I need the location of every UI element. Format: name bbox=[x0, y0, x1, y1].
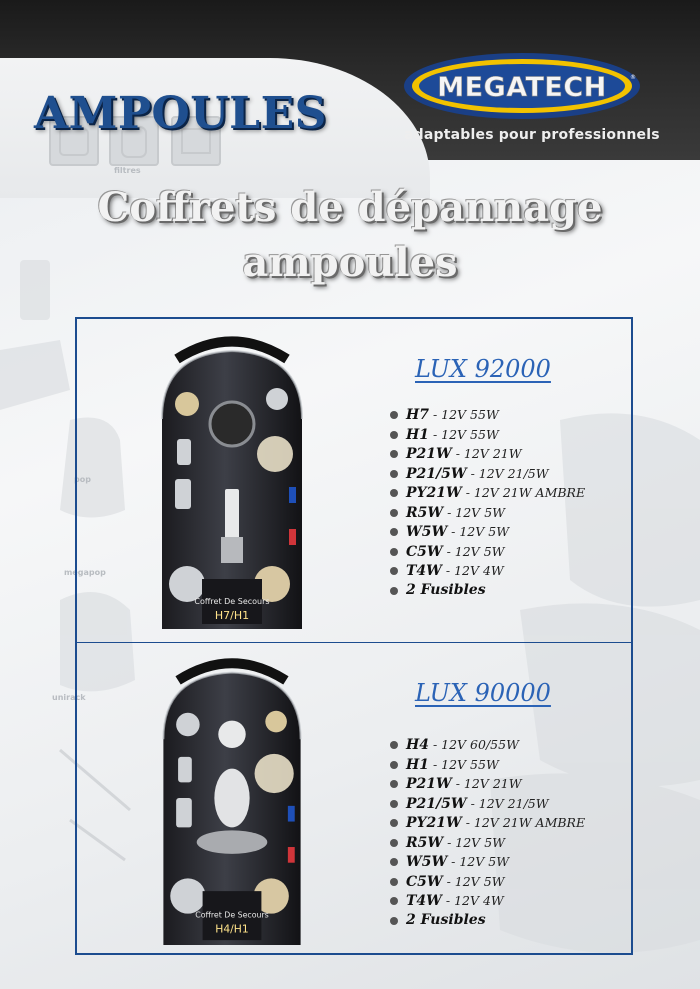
spec-list bbox=[390, 735, 585, 930]
spec-code: 2 Fusibles bbox=[406, 911, 486, 928]
spec-code: PY21W bbox=[406, 485, 462, 501]
spec-item: T4W - 12V 4W bbox=[390, 561, 585, 581]
spec-code: H1 bbox=[406, 426, 429, 443]
spec-item: P21/5W - 12V 21/5W bbox=[390, 794, 585, 814]
spec-item: W5W - 12V 5W bbox=[390, 522, 585, 542]
product-title: LUX 90000 bbox=[415, 679, 551, 707]
spec-item: W5W - 12V 5W bbox=[390, 852, 585, 872]
bullet-icon bbox=[390, 917, 398, 925]
product-panel-lux-92000 bbox=[75, 317, 633, 643]
bullet-icon bbox=[390, 470, 398, 478]
bullet-icon bbox=[390, 819, 398, 827]
spec-item: H1 - 12V 55W bbox=[390, 425, 585, 445]
spec-value: 12V 4W bbox=[454, 893, 504, 908]
bullet-icon bbox=[390, 897, 398, 905]
case-model: H4/H1 bbox=[215, 922, 249, 936]
spec-item: H7 - 12V 55W bbox=[390, 405, 585, 425]
faint-label-megapop: megapop bbox=[64, 568, 106, 577]
spec-item: H4 - 12V 60/55W bbox=[390, 735, 585, 755]
spec-value: 12V 55W bbox=[441, 426, 499, 442]
subtitle-line-2: ampoules bbox=[242, 239, 458, 286]
spec-value: 12V 21W AMBRE bbox=[473, 485, 586, 500]
spec-item: T4W - 12V 4W bbox=[390, 891, 585, 911]
bullet-icon bbox=[390, 431, 398, 439]
spec-code: R5W bbox=[406, 834, 444, 851]
spec-item bbox=[390, 581, 585, 601]
spec-code: T4W bbox=[406, 563, 442, 579]
spec-value: 12V 21W bbox=[463, 446, 522, 461]
product-title: LUX 92000 bbox=[415, 355, 551, 383]
bullet-icon bbox=[390, 780, 398, 788]
spec-code: W5W bbox=[406, 524, 448, 540]
spec-code: H1 bbox=[406, 756, 429, 773]
svg-text:®: ® bbox=[630, 74, 636, 81]
page-title: AMPOULES bbox=[34, 88, 327, 139]
spec-item: P21/5W - 12V 21/5W bbox=[390, 464, 585, 484]
bulb-kit-case-image bbox=[157, 651, 307, 947]
bullet-icon bbox=[390, 548, 398, 556]
spec-value: 12V 21/5W bbox=[478, 465, 549, 481]
bullet-icon bbox=[390, 741, 398, 749]
spec-item: R5W - 12V 5W bbox=[390, 503, 585, 523]
case-model: H7/H1 bbox=[214, 609, 250, 622]
bullet-icon bbox=[390, 800, 398, 808]
bullet-icon bbox=[390, 450, 398, 458]
spec-item: C5W - 12V 5W bbox=[390, 542, 585, 562]
spec-value: 12V 60/55W bbox=[441, 737, 519, 752]
bullet-icon bbox=[390, 567, 398, 575]
spec-code: P21W bbox=[406, 446, 452, 462]
spec-value: 12V 5W bbox=[459, 854, 510, 869]
megatech-logo bbox=[402, 51, 642, 121]
spec-value: 12V 21W AMBRE bbox=[473, 815, 586, 830]
case-label: Coffret De Secours bbox=[194, 597, 270, 606]
bullet-icon bbox=[390, 528, 398, 536]
spec-code: P21/5W bbox=[406, 795, 467, 812]
bullet-icon bbox=[390, 587, 398, 595]
spec-value: 12V 5W bbox=[454, 873, 505, 889]
bullet-icon bbox=[390, 858, 398, 866]
brand-tagline: adaptables pour professionnels bbox=[404, 127, 660, 143]
bulb-kit-case-image bbox=[157, 329, 307, 631]
bullet-icon bbox=[390, 761, 398, 769]
spec-code: P21W bbox=[406, 776, 452, 792]
faint-label-unirack: unirack bbox=[52, 693, 86, 702]
spec-code: R5W bbox=[406, 504, 444, 521]
spec-value: 12V 4W bbox=[454, 563, 504, 578]
bullet-icon bbox=[390, 878, 398, 886]
spec-code: 2 Fusibles bbox=[406, 581, 486, 598]
spec-item bbox=[390, 911, 585, 931]
case-label: Coffret De Secours bbox=[195, 910, 269, 920]
faint-label-pop: pop bbox=[74, 475, 91, 484]
spec-value: 12V 21W bbox=[463, 776, 522, 791]
bullet-icon bbox=[390, 411, 398, 419]
spec-code: P21/5W bbox=[406, 465, 467, 482]
spec-code: H7 bbox=[406, 407, 429, 423]
product-panel-lux-90000 bbox=[75, 642, 633, 955]
spec-code: H4 bbox=[406, 737, 429, 753]
spec-item: H1 - 12V 55W bbox=[390, 755, 585, 775]
spec-item: C5W - 12V 5W bbox=[390, 872, 585, 892]
spec-item: P21W - 12V 21W bbox=[390, 444, 585, 464]
bullet-icon bbox=[390, 509, 398, 517]
spec-code: T4W bbox=[406, 893, 442, 909]
bullet-icon bbox=[390, 839, 398, 847]
spec-value: 12V 55W bbox=[441, 756, 499, 772]
spec-code: C5W bbox=[406, 873, 443, 890]
spec-value: 12V 21/5W bbox=[478, 795, 549, 811]
spec-value: 12V 5W bbox=[455, 504, 505, 520]
spec-value: 12V 5W bbox=[454, 543, 505, 559]
spec-item: P21W - 12V 21W bbox=[390, 774, 585, 794]
spec-code: PY21W bbox=[406, 815, 462, 831]
spec-item: PY21W - 12V 21W AMBRE bbox=[390, 483, 585, 503]
spec-code: C5W bbox=[406, 543, 443, 560]
spec-value: 12V 55W bbox=[441, 407, 499, 422]
spec-item: PY21W - 12V 21W AMBRE bbox=[390, 813, 585, 833]
spec-value: 12V 5W bbox=[455, 834, 505, 850]
spec-item: R5W - 12V 5W bbox=[390, 833, 585, 853]
faint-label-filtres: filtres bbox=[114, 166, 141, 175]
spec-value: 12V 5W bbox=[459, 524, 510, 539]
spec-list bbox=[390, 405, 585, 600]
subtitle-line-1: Coffrets de dépannage bbox=[97, 184, 603, 231]
bullet-icon bbox=[390, 489, 398, 497]
svg-text:MEGATECH: MEGATECH bbox=[437, 72, 607, 103]
spec-code: W5W bbox=[406, 854, 448, 870]
